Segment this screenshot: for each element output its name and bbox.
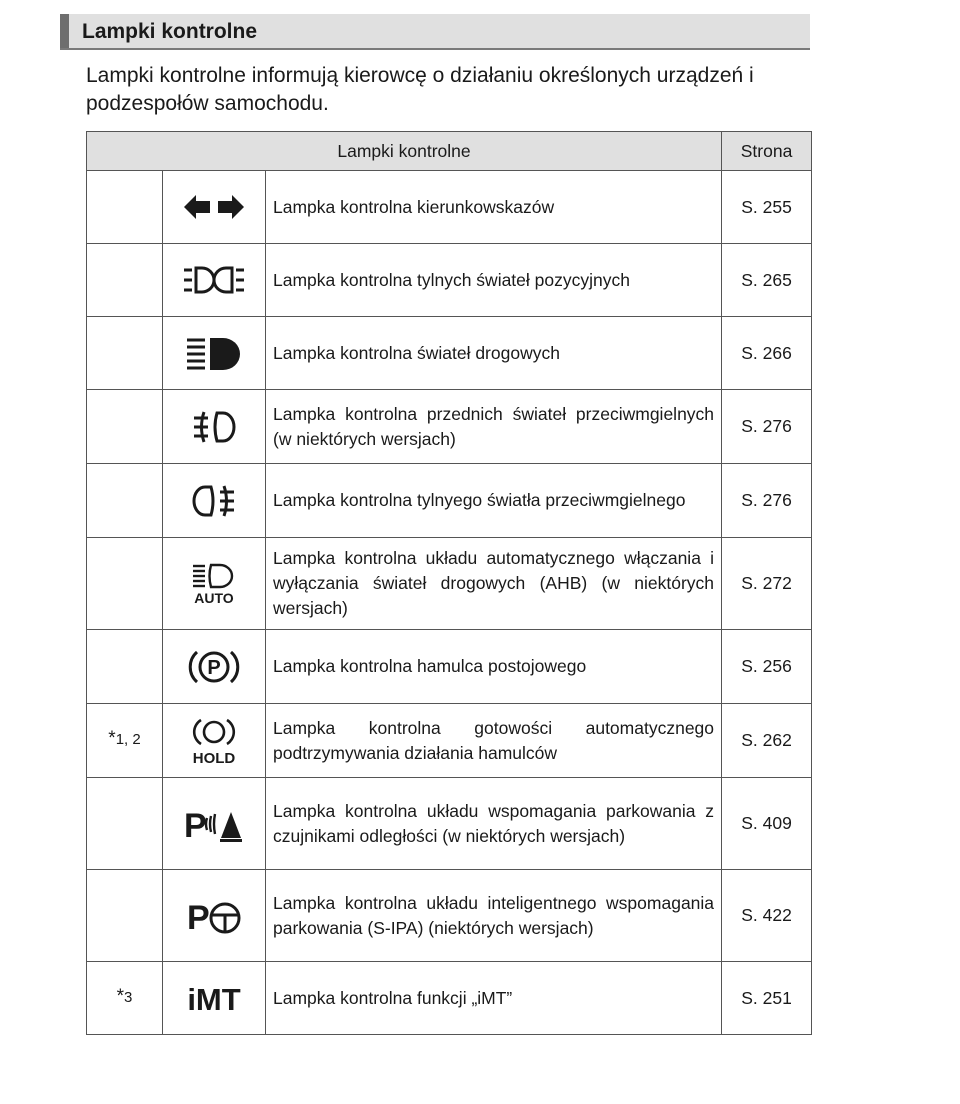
auto-high-beam-icon [187,563,241,605]
row-icon-cell [163,244,266,317]
row-note [87,317,163,390]
row-label: Lampka kontrolna kierunkowskazów [266,171,722,244]
row-icon-cell [163,317,266,390]
table-row [87,464,812,538]
row-page-ref: S. 255 [722,171,812,244]
p-letter: P [187,898,210,935]
auto-label: AUTO [194,589,234,605]
row-note [87,390,163,464]
row-label: Lampka kontrolna przednich świateł przeciwmgielnych (w niektórych wersjach) [266,390,722,464]
row-icon-cell [163,778,266,870]
row-icon-cell [163,538,266,630]
section-header-bar [60,14,69,48]
row-icon-cell [163,171,266,244]
row-label: Lampka kontrolna układu wspomagania parkowania z czujnikami odległości (w niektórych wersjach) [266,778,722,870]
row-label: Lampka kontrolna świateł drogowych [266,317,722,390]
row-note [87,171,163,244]
row-label: Lampka kontrolna układu automatycznego włączania i wyłączania świateł drogowych (AHB) (w niektórych wersjach) [266,538,722,630]
row-page-ref: S. 266 [722,317,812,390]
section-header [60,14,810,50]
row-page-ref: S. 276 [722,464,812,538]
row-icon-cell [163,962,266,1035]
row-label: Lampka kontrolna gotowości automatycznego podtrzymywania działania hamulców [266,704,722,778]
table-row [87,962,812,1035]
imt-icon [181,981,247,1015]
row-label: Lampka kontrolna tylnyego światła przeciwmgielnego [266,464,722,538]
section-title: Lampki kontrolne [82,20,258,43]
brake-hold-icon [189,717,239,765]
row-page-ref: S. 256 [722,630,812,704]
p-letter: P [184,806,207,842]
header-page: Strona [722,132,812,171]
table-row [87,778,812,870]
tail-lights-icon [182,265,246,295]
table-row [87,317,812,390]
row-note [87,244,163,317]
rear-fog-light-icon [192,484,236,518]
row-label: Lampka kontrolna tylnych świateł pozycyjnych [266,244,722,317]
table-row [87,244,812,317]
parking-sensor-icon [183,806,245,842]
row-page-ref: S. 409 [722,778,812,870]
row-page-ref: S. 272 [722,538,812,630]
table-row [87,870,812,962]
table-row [87,630,812,704]
row-page-ref: S. 262 [722,704,812,778]
row-icon-cell [163,464,266,538]
parking-assist-steering-icon [186,897,242,935]
row-icon-cell [163,870,266,962]
parking-brake-icon [188,648,240,686]
table-row [87,390,812,464]
table-header-row [87,132,812,171]
row-note [87,630,163,704]
row-page-ref: S. 265 [722,244,812,317]
intro-paragraph: Lampki kontrolne informują kierowcę o działaniu określonych urządzeń i podzespołów samochodu. [86,64,754,115]
row-note: *1, 2 [87,704,163,778]
row-note [87,778,163,870]
hold-label: HOLD [192,749,236,765]
table-row [87,704,812,778]
row-label: Lampka kontrolna układu inteligentnego wspomagania parkowania (S-IPA) (niektórych wersjach) [266,870,722,962]
row-note [87,538,163,630]
table-row [87,538,812,630]
row-page-ref: S. 422 [722,870,812,962]
row-icon-cell [163,390,266,464]
row-note [87,464,163,538]
row-label: Lampka kontrolna hamulca postojowego [266,630,722,704]
row-icon-cell [163,630,266,704]
high-beam-icon [185,336,243,370]
indicator-table [86,131,812,1035]
row-icon-cell [163,704,266,778]
p-letter: P [207,656,221,679]
imt-label: iMT [187,982,241,1015]
row-note: *3 [87,962,163,1035]
row-page-ref: S. 276 [722,390,812,464]
turn-signal-arrows-icon [183,193,245,221]
row-label: Lampka kontrolna funkcji „iMT” [266,962,722,1035]
table-row [87,171,812,244]
front-fog-light-icon [192,410,236,444]
row-note [87,870,163,962]
row-page-ref: S. 251 [722,962,812,1035]
header-indicators: Lampki kontrolne [87,132,722,171]
